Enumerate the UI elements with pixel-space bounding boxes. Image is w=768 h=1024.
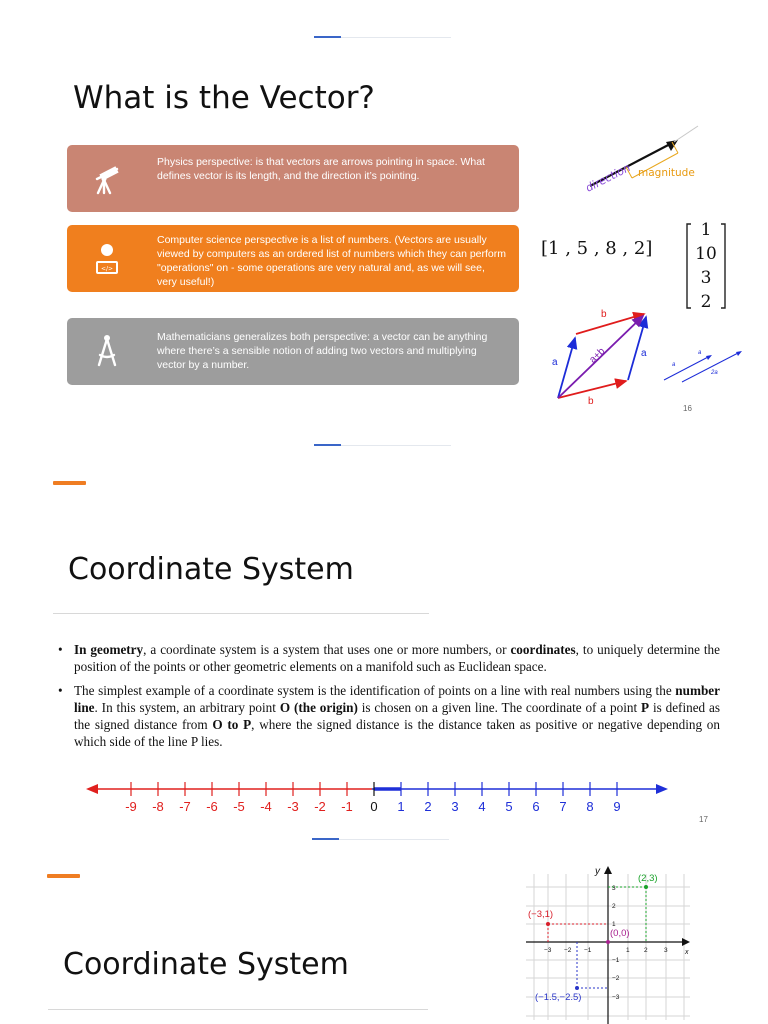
bullet-text xyxy=(74,683,720,749)
slide-top-accent xyxy=(314,36,341,38)
bold-term: P xyxy=(641,700,650,715)
bold-term: O (the origin) xyxy=(279,700,358,715)
slide-bottom-divider xyxy=(341,445,451,446)
a-left-label: a xyxy=(552,357,558,368)
math-card xyxy=(67,318,519,385)
bullet-text xyxy=(74,642,720,674)
b-bottom-label: b xyxy=(588,396,594,407)
title-underline xyxy=(53,613,429,614)
vector-a-label: a xyxy=(672,362,676,368)
number-line-label: 2 xyxy=(424,799,432,814)
number-line-label: 6 xyxy=(532,799,540,814)
number-line-label: -2 xyxy=(314,799,326,814)
bullet-item: • In geometry, a coordinate system is a system that uses one or more numbers, or coordinates, to uniquely determine the position of the points or other geometric elements on a manifold such as Euclidean space. xyxy=(58,642,720,674)
number-line-label: 1 xyxy=(397,799,405,814)
y-tick-label: −2 xyxy=(612,975,620,982)
point-label: (−3,1) xyxy=(528,909,554,920)
y-tick-label: 2 xyxy=(612,903,616,910)
number-line-label: -1 xyxy=(341,799,353,814)
number-line-label: 3 xyxy=(451,799,459,814)
y-tick-label: 3 xyxy=(612,885,616,892)
x-tick-label: 2 xyxy=(644,947,648,954)
text-run: . In this system, an arbitrary point xyxy=(94,700,280,715)
text-run: is defined as the signed distance from xyxy=(74,700,721,732)
bullet-item: • The simplest example of a coordinate system is the identification of points on a line with real numbers using the number line. In this system, an arbitrary point O (the origin) is chosen on a given line. The coordinate of a point P is defined as the signed distance from O to P, where the signed distance is the distance taken as positive or negative depending on which side of the line P lies. xyxy=(58,683,721,749)
point-label: (−1.5,−2.5) xyxy=(535,992,582,1003)
x-tick-label: 1 xyxy=(626,947,630,954)
vector-addition-diagram xyxy=(548,305,660,407)
text-run: , to uniquely determine the position of the points or other geometric elements on a manifold such as Euclidean space. xyxy=(74,642,720,674)
number-line-label: -4 xyxy=(260,799,272,814)
column-vector-entry: 1 xyxy=(700,220,712,240)
bold-term: coordinates xyxy=(510,642,576,657)
title-underline xyxy=(48,1009,428,1010)
vector-2a-label: 2a xyxy=(711,370,718,376)
number-line-label: 9 xyxy=(613,799,621,814)
number-line-label: 7 xyxy=(559,799,567,814)
physics-card xyxy=(67,145,519,212)
point-marker xyxy=(606,940,610,944)
direction-label: direction xyxy=(583,161,633,195)
text-run: is chosen on a given line. The coordinate of a point xyxy=(357,700,642,715)
bold-term: number line xyxy=(74,683,720,715)
point-marker xyxy=(575,986,579,990)
page-number: 17 xyxy=(699,815,708,824)
slide-title: What is the Vector? xyxy=(73,80,375,116)
text-run: , where the signed distance is the distance taken as positive or negative depending on which side of the line P lies. xyxy=(74,717,720,749)
b-top-label: b xyxy=(601,309,607,320)
scalar-multiple-diagram xyxy=(660,340,745,385)
svg-text:</>: </> xyxy=(100,265,114,273)
slide-bottom-accent xyxy=(312,838,339,840)
number-line-label: 8 xyxy=(586,799,594,814)
x-tick-label: −2 xyxy=(564,947,572,954)
point-label: (0,0) xyxy=(610,928,630,939)
number-line-label: 5 xyxy=(505,799,513,814)
number-line-label: 4 xyxy=(478,799,486,814)
point-marker xyxy=(546,922,550,926)
coordinate-plane xyxy=(520,860,700,1024)
number-line-label: 0 xyxy=(370,799,378,814)
number-line-label: -7 xyxy=(179,799,191,814)
slide-orange-accent xyxy=(47,874,80,878)
slide-bottom-accent xyxy=(314,444,341,446)
bold-term: O to P xyxy=(212,717,252,732)
vector-a2-label: a xyxy=(698,350,702,356)
physics-text: Physics perspective: is that vectors are arrows pointing in space. What defines vector is its length, and the direction it’s pointing. xyxy=(157,156,485,182)
column-vector-entry: 10 xyxy=(695,244,717,264)
slide-title: Coordinate System xyxy=(68,552,354,587)
slide-title: Coordinate System xyxy=(63,947,349,982)
number-line-label: -9 xyxy=(125,799,137,814)
sum-label: a+b xyxy=(587,345,608,366)
y-tick-label: −3 xyxy=(612,994,620,1001)
y-tick-label: −1 xyxy=(612,957,620,964)
number-line-label: -5 xyxy=(233,799,245,814)
column-vector-entry: 3 xyxy=(700,268,712,288)
x-axis-label: x xyxy=(685,949,689,956)
point-marker xyxy=(644,885,648,889)
magnitude-label: magnitude xyxy=(638,167,695,179)
bold-term: In geometry xyxy=(74,642,144,657)
text-run: , a coordinate system is a system that uses one or more numbers, or xyxy=(143,642,511,657)
number-line-label: -8 xyxy=(152,799,164,814)
x-tick-label: −1 xyxy=(584,947,592,954)
telescope-icon xyxy=(89,161,125,197)
bullet-list xyxy=(58,641,720,757)
number-line-label: -6 xyxy=(206,799,218,814)
slide-bottom-divider xyxy=(339,839,449,840)
x-tick-label: −3 xyxy=(544,947,552,954)
vector-arrow-diagram xyxy=(578,120,703,200)
row-vector: [1 , 5 , 8 , 2] xyxy=(541,238,653,259)
slide-top-divider xyxy=(341,37,451,38)
column-vector-entry: 2 xyxy=(700,292,712,312)
text-run: The simplest example of a coordinate system is the identification of points on a line with real numbers using the xyxy=(74,683,676,698)
computer-science-text: Computer science perspective is a list of numbers. (Vectors are usually viewed by computers as an ordered list of numbers which they can perform "operations" on - some operations are very natural and, as we will see, very useful!) xyxy=(157,234,506,288)
y-axis-label: y xyxy=(595,866,600,877)
point-label: (2,3) xyxy=(638,873,658,884)
computer-science-card xyxy=(67,225,519,292)
math-text: Mathematicians generalizes both perspective: a vector can be anything where there’s a sensible notion of adding two vectors and multiplying vector by a number. xyxy=(157,331,488,371)
y-tick-label: 1 xyxy=(612,921,616,928)
slide-orange-accent xyxy=(53,481,86,485)
number-line-label: -3 xyxy=(287,799,299,814)
page-number: 16 xyxy=(683,404,692,413)
programmer-icon xyxy=(89,241,125,277)
compass-icon xyxy=(89,333,125,369)
x-tick-label: 3 xyxy=(664,947,668,954)
a-right-label: a xyxy=(641,348,647,359)
